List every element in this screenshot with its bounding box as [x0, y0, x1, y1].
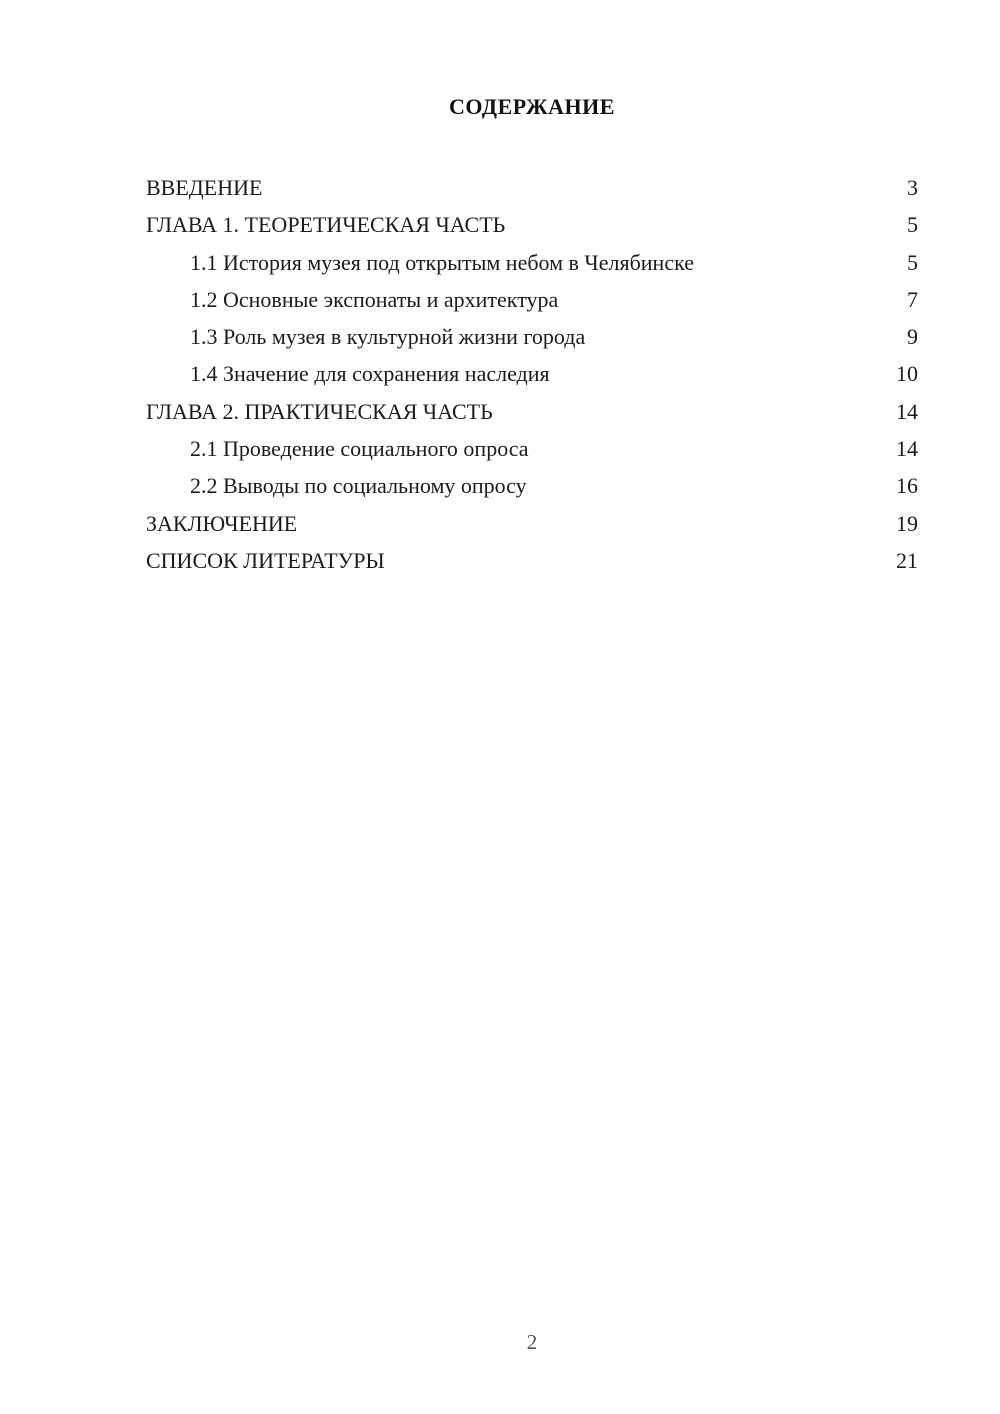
toc-entry-page-number: 19 — [896, 510, 918, 536]
toc-entry — [146, 430, 918, 467]
toc-entry-label: 2.2 Выводы по социальному опросу — [190, 473, 527, 499]
page-title: СОДЕРЖАНИЕ — [449, 94, 615, 119]
toc-entry-label: 1.4 Значение для сохранения наследия — [190, 361, 550, 387]
toc-entry-page-number: 5 — [907, 249, 918, 275]
toc-entry — [146, 393, 918, 430]
toc-entry — [146, 505, 918, 542]
toc-entry-page-number: 14 — [896, 436, 918, 462]
toc-entry-label: 2.1 Проведение социального опроса — [190, 436, 529, 462]
toc-entry — [146, 467, 918, 504]
toc-entry-label: 1.2 Основные экспонаты и архитектура — [190, 286, 559, 312]
toc-entry — [146, 169, 918, 206]
toc-entry — [146, 244, 918, 281]
toc-entry-label: 1.1 История музея под открытым небом в Челябинске — [190, 249, 695, 275]
toc-entry-page-number: 21 — [896, 547, 918, 573]
toc-entry-page-number: 14 — [896, 398, 918, 424]
toc-entry-label: СПИСОК ЛИТЕРАТУРЫ — [146, 547, 385, 573]
toc-entry — [146, 355, 918, 392]
toc-entry — [146, 318, 918, 355]
toc-entry-label: ЗАКЛЮЧЕНИЕ — [146, 510, 298, 536]
toc-entry-page-number: 16 — [896, 473, 918, 499]
toc-entry-page-number: 10 — [896, 361, 918, 387]
toc-entry-page-number: 5 — [907, 212, 918, 238]
toc-entry — [146, 206, 918, 243]
toc-list — [146, 169, 918, 579]
toc-entry-label: ГЛАВА 1. ТЕОРЕТИЧЕСКАЯ ЧАСТЬ — [146, 212, 506, 238]
toc-entry-page-number: 9 — [907, 324, 918, 350]
toc-entry-page-number: 7 — [907, 286, 918, 312]
toc-entry-label: 1.3 Роль музея в культурной жизни города — [190, 324, 586, 350]
toc-entry-label: ВВЕДЕНИЕ — [146, 175, 263, 200]
toc-entry — [146, 542, 918, 579]
toc-entry-label: ГЛАВА 2. ПРАКТИЧЕСКАЯ ЧАСТЬ — [146, 398, 493, 424]
toc-entry — [146, 281, 918, 318]
footer-page-number: 2 — [526, 1330, 538, 1354]
toc-entry-page-number: 3 — [907, 175, 918, 200]
